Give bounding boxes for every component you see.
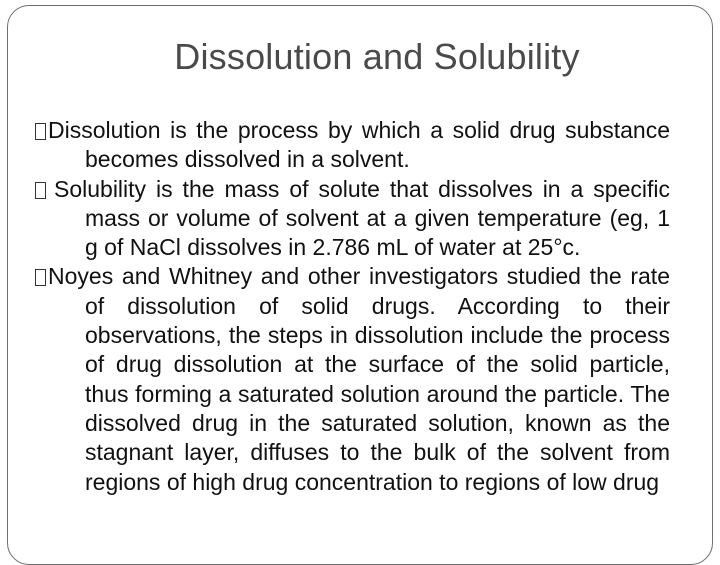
- slide-body: [35, 116, 670, 497]
- missing-glyph-box-icon: [35, 269, 46, 286]
- bullet-item: [35, 175, 670, 263]
- bullet-item: [35, 116, 670, 175]
- bullet-item: [35, 262, 670, 496]
- bullet-text: Dissolution is the process by which a solid drug substance becomes dissolved in a solvent.: [48, 117, 670, 173]
- bullet-text: Solubility is the mass of solute that dissolves in a specific mass or volume of solvent at a given temperature (eg, 1 g of NaCl dissolves in 2.786 mL of water at 25°c.: [54, 175, 670, 261]
- bullet-text: Noyes and Whitney and other investigators studied the rate of dissolution of solid drugs. According to their observations, the steps in dissolution include the process of drug dissolution at the surface of the solid particle, thus forming a saturated solution around the particle. The dissolved drug in the saturated solution, known as the stagnant layer, diffuses to the bulk of the solvent from regions of high drug concentration to regions of low drug: [48, 263, 670, 495]
- slide-title: Dissolution and Solubility: [174, 36, 580, 77]
- missing-glyph-box-icon: [35, 182, 46, 199]
- missing-glyph-box-icon: [35, 123, 46, 140]
